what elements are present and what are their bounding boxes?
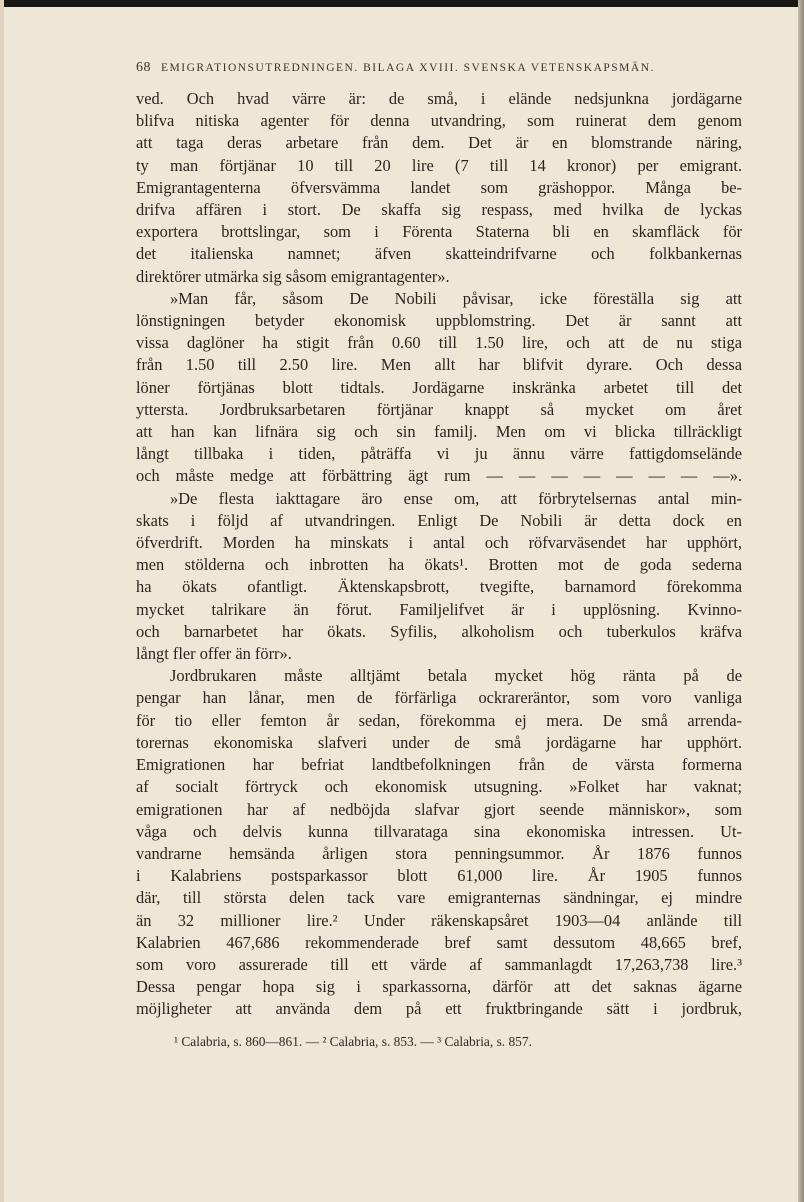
- text-line: Emigrantagenterna öfversvämma landet som gräshoppor. Många be-: [136, 177, 742, 197]
- text-line: blifva nitiska agenter för denna utvandring, som ruinerat dem genom: [136, 111, 742, 131]
- body-text: [136, 88, 742, 1021]
- text-line: torernas ekonomiska slafveri under de små jordägarne har upphört.: [136, 732, 742, 752]
- text-line: i Kalabriens postsparkassor blott 61,000 lire. År 1905 funnos: [136, 866, 742, 886]
- text-line: öfverdrift. Morden ha minskats i antal och röfvarväsendet har upphört,: [136, 533, 742, 553]
- text-line: från 1.50 till 2.50 lire. Men allt har blifvit dyrare. Och dessa: [136, 355, 742, 375]
- text-line: långt fler offer än förr».: [136, 644, 292, 664]
- text-line: ha ökats ofantligt. Äktenskapsbrott, tvegifte, barnamord förekomma: [136, 577, 742, 597]
- text-line: som voro assurerade till ett värde af sammanlagdt 17,263,738 lire.³: [136, 954, 742, 974]
- text-line: långt tillbaka i tiden, påträffa vi ju ännu värre fattigdomselände: [136, 444, 742, 464]
- text-line: än 32 millioner lire.² Under räkenskapsåret 1903—04 anlände till: [136, 910, 742, 930]
- text-line: ty man förtjänar 10 till 20 lire (7 till 14 kronor) per emigrant.: [136, 155, 742, 175]
- page-number: 68: [136, 60, 151, 75]
- text-line: där, till största delen tack vare emigranternas sändningar, ej mindre: [136, 888, 742, 908]
- text-line: drifva affären i stort. De skaffa sig respass, med hvilka de lyckas: [136, 200, 742, 220]
- text-line: och måste medge att förbättring ägt rum — — — — — — — —».: [136, 466, 742, 486]
- text-line: emigrationen har af nedböjda slafvar gjort seende människor», som: [136, 799, 742, 819]
- text-line: »Man får, såsom De Nobili påvisar, icke föreställa sig att: [170, 288, 742, 308]
- text-line: lönstigningen betyder ekonomisk uppblomstring. Det är sannt att: [136, 311, 742, 331]
- text-line: ved. Och hvad värre är: de små, i elände nedsjunkna jordägarne: [136, 89, 742, 108]
- running-head: [136, 60, 742, 76]
- text-line: och barnarbetet har ökats. Syfilis, alkoholism och tuberkulos kräfva: [136, 621, 742, 641]
- text-line: Kalabrien 467,686 rekommenderade bref samt dessutom 48,665 bref,: [136, 932, 742, 952]
- text-line: af socialt förtryck och ekonomisk utsugning. »Folket har vaknat;: [136, 777, 742, 797]
- footnotes: ¹ Calabria, s. 860—861. — ² Calabria, s. 853. — ³ Calabria, s. 857.: [174, 1033, 532, 1049]
- text-line: pengar han lånar, men de förfärliga ockrareräntor, som voro vanliga: [136, 688, 742, 708]
- text-line: möjligheter att använda dem på ett fruktbringande sätt i jordbruk,: [136, 999, 742, 1019]
- text-line: direktörer utmärka sig såsom emigrantagenter».: [136, 266, 450, 286]
- text-line: exportera brottslingar, som i Förenta Staterna bli en skamfläck för: [136, 222, 742, 242]
- text-line: yttersta. Jordbruksarbetaren förtjänar knappt så mycket om året: [136, 399, 742, 419]
- text-line: Jordbrukaren måste alltjämt betala mycket hög ränta på de: [170, 666, 742, 686]
- text-line: »De flesta iakttagare äro ense om, att förbrytelsernas antal min-: [170, 488, 742, 508]
- text-line: mycket talrikare än förut. Familjelifvet är i upplösning. Kvinno-: [136, 599, 742, 619]
- text-line: det italienska namnet; äfven skatteindrifvarne och folkbankernas: [136, 244, 742, 264]
- text-line: Emigrationen har befriat landtbefolkningen från de värsta formerna: [136, 755, 742, 775]
- text-line: vandrarne hemsända årligen stora penningsummor. År 1876 funnos: [136, 843, 742, 863]
- scan-left-edge: [0, 0, 4, 1202]
- text-line: skats i följd af utvandringen. Enligt De Nobili är detta dock en: [136, 510, 742, 530]
- scan-right-edge: [798, 0, 804, 1202]
- text-line: att han kan lifnära sig och sin familj. Men om vi blicka tillräckligt: [136, 422, 742, 442]
- text-line: att taga deras arbetare från dem. Det är en blomstrande näring,: [136, 133, 742, 153]
- text-line: våga och delvis kunna tillvarataga sina ekonomiska intressen. Ut-: [136, 821, 742, 841]
- scan-top-edge: [0, 0, 804, 7]
- text-line: men stölderna och inbrotten ha ökats¹. Brotten mot de goda sederna: [136, 555, 742, 575]
- text-line: löner förtjänas blott tidtals. Jordägarne inskränka arbetet till det: [136, 377, 742, 397]
- text-line: Dessa pengar hopa sig i sparkassorna, därför att det saknas ägarne: [136, 977, 742, 997]
- book-page: [136, 60, 742, 1051]
- text-line: för tio eller femton år sedan, förekomma ej mera. De små arrenda-: [136, 710, 742, 730]
- running-title: EMIGRATIONSUTREDNINGEN. BILAGA XVIII. SVENSKA VETENSKAPSMÄN.: [161, 62, 655, 74]
- text-line: vissa daglöner ha stigit från 0.60 till 1.50 lire, och att de nu stiga: [136, 333, 742, 353]
